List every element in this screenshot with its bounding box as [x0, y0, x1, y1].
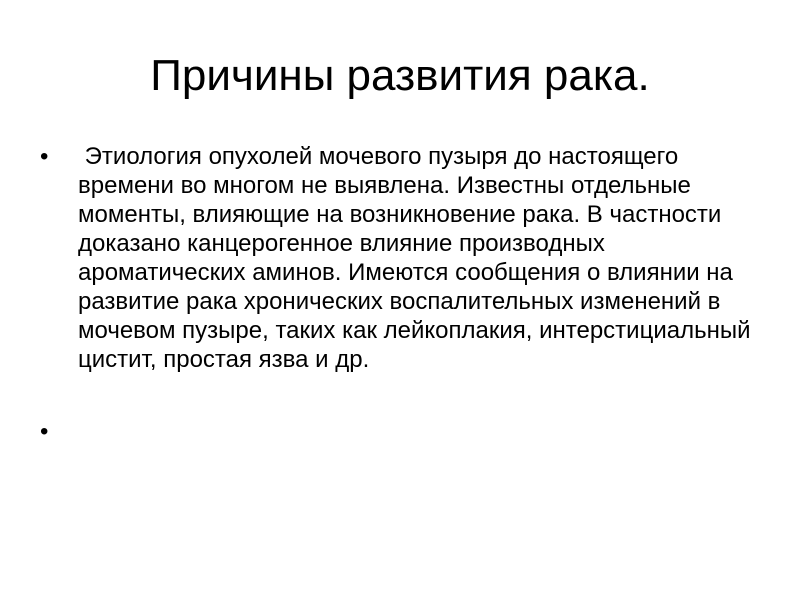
- bullet-item: [0, 142, 800, 374]
- bullet-marker: •: [40, 143, 49, 170]
- bullet-item: [0, 417, 800, 446]
- slide-title: Причины развития рака.: [150, 51, 650, 100]
- bullet-text: [78, 417, 760, 446]
- bullet-marker: •: [40, 418, 49, 445]
- bullet-text: Этиология опухолей мочевого пузыря до настоящего времени во многом не выявлена. Известны отдельные моменты, влияющие на возникновение рака. В частности доказано канцерогенное влияние производных ароматических аминов. Имеются сообщения о влиянии на развитие рака хронических воспалительных изменений в мочевом пузыре, таких как лейкоплакия, интерстициальный цистит, простая язва и др.: [78, 143, 758, 373]
- bullet-list: [0, 142, 800, 446]
